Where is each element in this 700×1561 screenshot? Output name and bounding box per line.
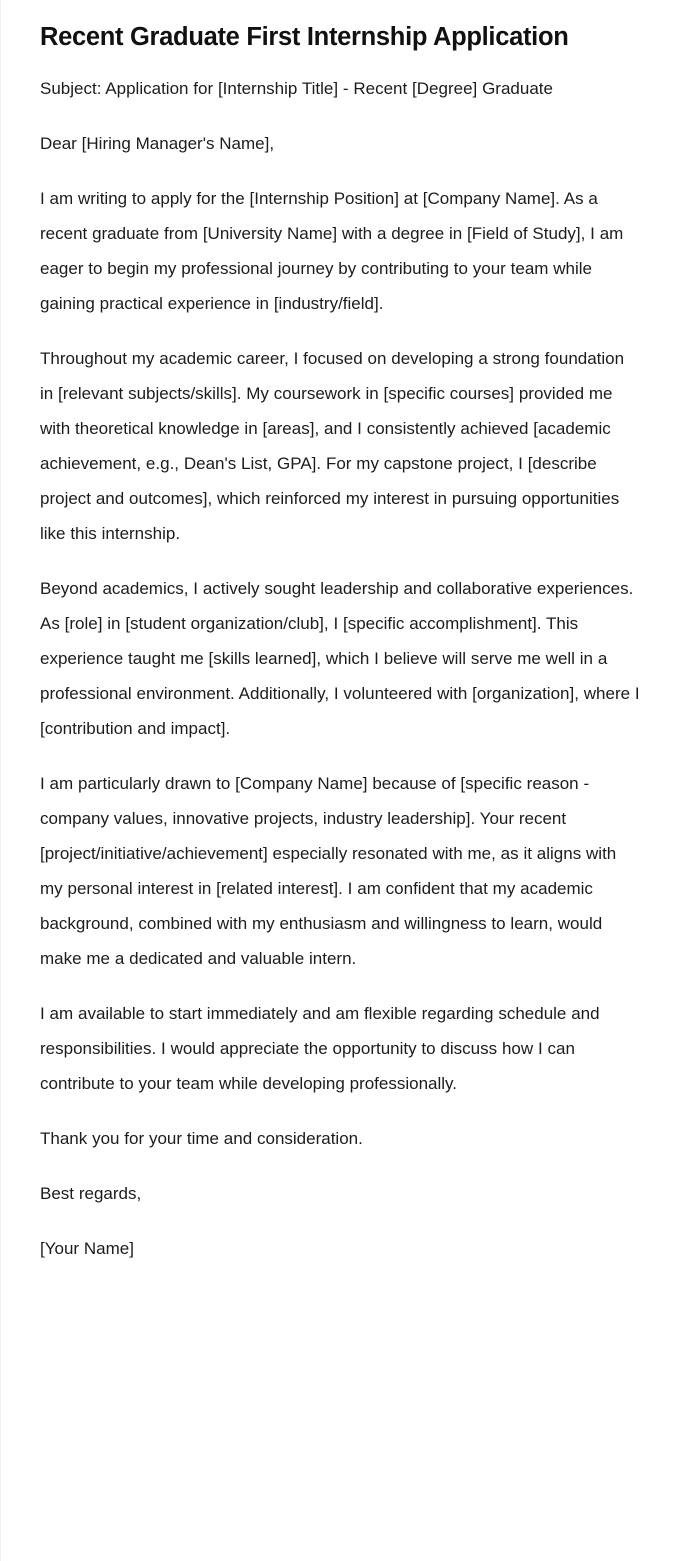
thanks-paragraph: Thank you for your time and consideration.: [40, 1128, 363, 1148]
salutation: Dear [Hiring Manager's Name],: [40, 133, 275, 153]
page-title: Recent Graduate First Internship Application: [40, 23, 569, 51]
availability-paragraph: I am available to start immediately and am flexible regarding schedule and responsibilities. I would appreciate the opportunity to discuss how I can contribute to your team while developing professionally.: [40, 1003, 600, 1093]
subject-line: Subject: Application for [Internship Title] - Recent [Degree] Graduate: [40, 78, 553, 98]
signature-line: [Your Name]: [40, 1238, 134, 1258]
academics-paragraph: Throughout my academic career, I focused on developing a strong foundation in [relevant subjects/skills]. My coursework in [specific courses] provided me with theoretical knowledge in [areas], and I consistently achieved [academic achievement, e.g., Dean's List, GPA]. For my capstone project, I [describe project and outcomes], which reinforced my interest in pursuing opportunities like this internship.: [40, 348, 625, 543]
company-interest-paragraph: I am particularly drawn to [Company Name] because of [specific reason - company values, innovative projects, industry leadership]. Your recent [project/initiative/achievement] especially resonated with me, as it aligns with my personal interest in [related interest]. I am confident that my academic background, combined with my enthusiasm and willingness to learn, would make me a dedicated and valuable intern.: [40, 773, 617, 968]
leadership-paragraph: Beyond academics, I actively sought leadership and collaborative experiences. As [role] in [student organization/club], I [specific accomplishment]. This experience taught me [skills learned], which I believe will serve me well in a professional environment. Additionally, I volunteered with [organization], where I [contribution and impact].: [40, 578, 640, 738]
intro-paragraph: I am writing to apply for the [Internship Position] at [Company Name]. As a recent graduate from [University Name] with a degree in [Field of Study], I am eager to begin my professional journey by contributing to your team while gaining practical experience in [industry/field].: [40, 188, 624, 313]
closing-line: Best regards,: [40, 1183, 142, 1203]
